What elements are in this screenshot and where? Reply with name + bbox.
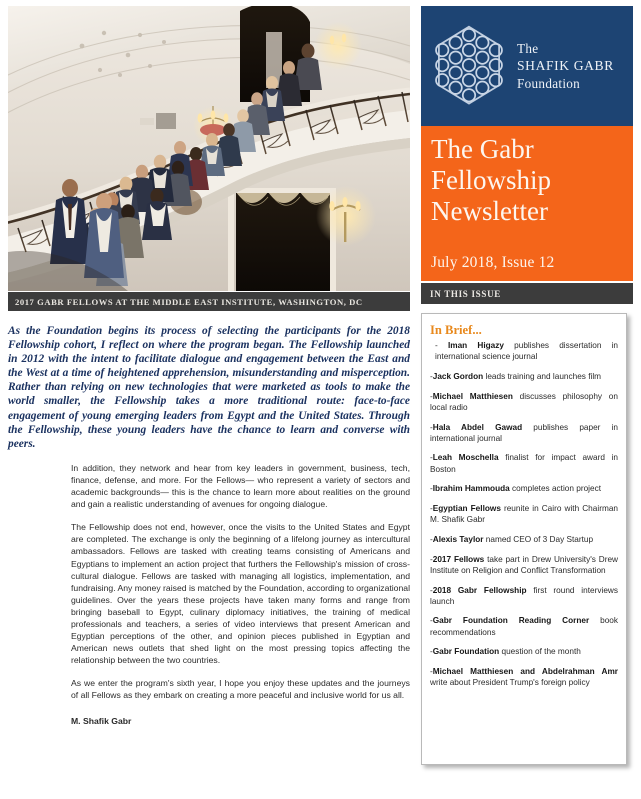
in-brief-item-dash: -	[430, 484, 433, 494]
in-brief-item-text: book recommendations	[430, 616, 618, 637]
foundation-logo-block	[421, 6, 633, 126]
hero-photo	[8, 6, 410, 291]
masthead	[421, 126, 633, 281]
masthead-title-line1: The Gabr	[431, 134, 534, 164]
in-brief-item-name: Jack Gordon	[432, 371, 484, 381]
in-brief-item	[430, 585, 618, 607]
in-brief-item-dash: -	[435, 341, 448, 350]
in-brief-item-dash: -	[430, 647, 433, 657]
in-brief-item	[430, 615, 618, 637]
in-brief-item	[430, 503, 618, 525]
in-brief-item	[430, 371, 618, 382]
letter-signature: M. Shafik Gabr	[71, 715, 132, 726]
in-brief-item-name: Leah Moschella	[432, 453, 499, 463]
in-brief-list	[430, 340, 618, 688]
in-brief-item-name: Ibrahim Hammouda	[432, 484, 510, 494]
letter-paragraph-2: The Fellowship does not end, however, once the visits to the United States and Egypt are completed. The exchange is only the beginning of a lifelong journey as intercultural ambassadors. Fellows are tasked with creating teams consisting of Americans and Egyptians to implement an action project that furthers the Fellowship's mission of cross-cultural dialogue. Fellows are tasked with managing all logistics, implementation, and fundraising. Any money raised is matched by the Foundation, according to organizational guidelines. Over the years these projects have taken many forms and range from bringing baseball to Egypt, culinary diplomacy initiatives, the training of medical professionals and teachers, a series of video interviews that present American and Egyptian perceptions of the other, and opinion pieces published in Egyptian and American news outlets that shed light on the most pressing topics affecting the relationship between the two countries.	[71, 522, 410, 666]
logo-line-foundation: Foundation	[517, 75, 581, 91]
in-brief-item-name: Michael Matthiesen	[432, 391, 513, 401]
in-brief-item-text: leads training and launches film	[483, 371, 602, 381]
in-brief-item-name: 2017 Fellows	[432, 554, 485, 564]
lead-paragraph: As the Foundation begins its process of selecting the participants for the 2018 Fellowship cohort, I reflect on where the program began. The Fellowship launched in 2012 with the intent to facilitate dialogue and engagement between the East and the West at a time of heightened apprehension, misunderstanding and misperception. Rather than relying on new technologies that were marketed as tools to make the world smaller, the Fellowship takes a more traditional route: face-to-face engagement of young emerging leaders from Egypt and the United States. Through the Fellowship, these young leaders have the chance to learn and converse with peers.	[8, 325, 410, 450]
masthead-title-line3: Newsletter	[431, 196, 548, 226]
in-brief-item-name: Alexis Taylor	[432, 534, 484, 544]
logo-line-the: The	[517, 40, 539, 56]
in-brief-box	[421, 313, 627, 765]
in-brief-item-dash: -	[430, 585, 433, 595]
in-this-issue-bar: IN THIS ISSUE	[421, 283, 633, 304]
in-brief-item-dash: -	[430, 504, 433, 514]
left-column	[8, 6, 410, 738]
in-brief-item	[430, 666, 618, 688]
in-brief-item	[430, 340, 618, 362]
in-brief-title: In Brief...	[430, 323, 482, 337]
in-brief-item-dash: -	[430, 534, 433, 544]
in-brief-item-text: named CEO of 3 Day Startup	[483, 534, 594, 544]
in-brief-item-name: Michael Matthiesen and Abdelrahman Amr	[432, 667, 618, 677]
photo-caption: 2017 GABR FELLOWS AT THE MIDDLE EAST INSTITUTE, WASHINGTON, DC	[8, 292, 410, 311]
letter-paragraph-1: In addition, they network and hear from key leaders in government, business, tech, finance, defense, and more. For the Fellows— who represent a variety of sectors and academic backgrounds— this is the chance to learn more about realities on the ground and gain a realistic understanding of avenues for ongoing dialogue.	[71, 462, 410, 510]
right-column	[421, 6, 633, 765]
masthead-title-line2: Fellowship	[431, 165, 552, 195]
masthead-title	[431, 134, 623, 227]
in-brief-item-text: completes action project	[509, 484, 602, 494]
in-brief-item-name: Gabr Foundation	[432, 647, 500, 657]
masthead-issue-line: July 2018, Issue 12	[431, 254, 555, 271]
in-brief-item-text: publishes dissertation in international science journal	[435, 341, 619, 362]
in-brief-item-text: publishes paper in international journal	[430, 422, 618, 443]
in-brief-item-dash: -	[430, 371, 433, 381]
in-brief-item-dash: -	[430, 667, 433, 677]
in-brief-item-text: write about President Trump's foreign policy	[430, 678, 590, 688]
in-brief-item-text: reunite in Cairo with Chairman M. Shafik Gabr	[430, 504, 618, 525]
letter-body	[71, 462, 410, 727]
staircase-group-photo-illustration	[8, 6, 410, 291]
logo-line-shafik-gabr: SHAFIK GABR	[517, 58, 614, 74]
in-brief-item-dash: -	[430, 453, 433, 463]
in-brief-item-name: Hala Abdel Gawad	[432, 422, 523, 432]
in-brief-item-name: Gabr Foundation Reading Corner	[432, 616, 590, 626]
hexagonal-lattice-logo-icon	[427, 20, 511, 112]
in-brief-item-name: 2018 Gabr Fellowship	[432, 585, 527, 595]
in-brief-item-text: question of the month	[499, 647, 581, 657]
in-brief-item-text: finalist for impact award in Boston	[430, 453, 618, 474]
in-brief-item	[430, 483, 618, 494]
in-brief-item	[430, 646, 618, 657]
in-brief-item-dash: -	[430, 422, 433, 432]
in-brief-item-text: take part in Drew University's Drew Institute on Religion and Conflict Transformation	[430, 554, 618, 575]
in-brief-item-name: Egyptian Fellows	[432, 504, 501, 514]
in-brief-item-text: discusses philosophy on local radio	[430, 391, 618, 412]
in-brief-item	[430, 422, 618, 444]
foundation-logo-wordmark	[517, 40, 614, 93]
in-brief-item	[430, 534, 618, 545]
in-brief-item-text: first round interviews launch	[430, 585, 618, 606]
in-brief-item-name: Iman Higazy	[447, 341, 504, 350]
in-brief-item	[430, 452, 618, 474]
in-brief-item-dash: -	[430, 616, 433, 626]
in-brief-item	[430, 391, 618, 413]
in-brief-item-dash: -	[430, 554, 433, 564]
in-brief-item	[430, 554, 618, 576]
in-brief-item-dash: -	[430, 391, 433, 401]
letter-paragraph-3: As we enter the program's sixth year, I hope you enjoy these updates and the journeys of all Fellows as they embark on creating a more peaceful and inclusive world for us all.	[71, 678, 410, 701]
